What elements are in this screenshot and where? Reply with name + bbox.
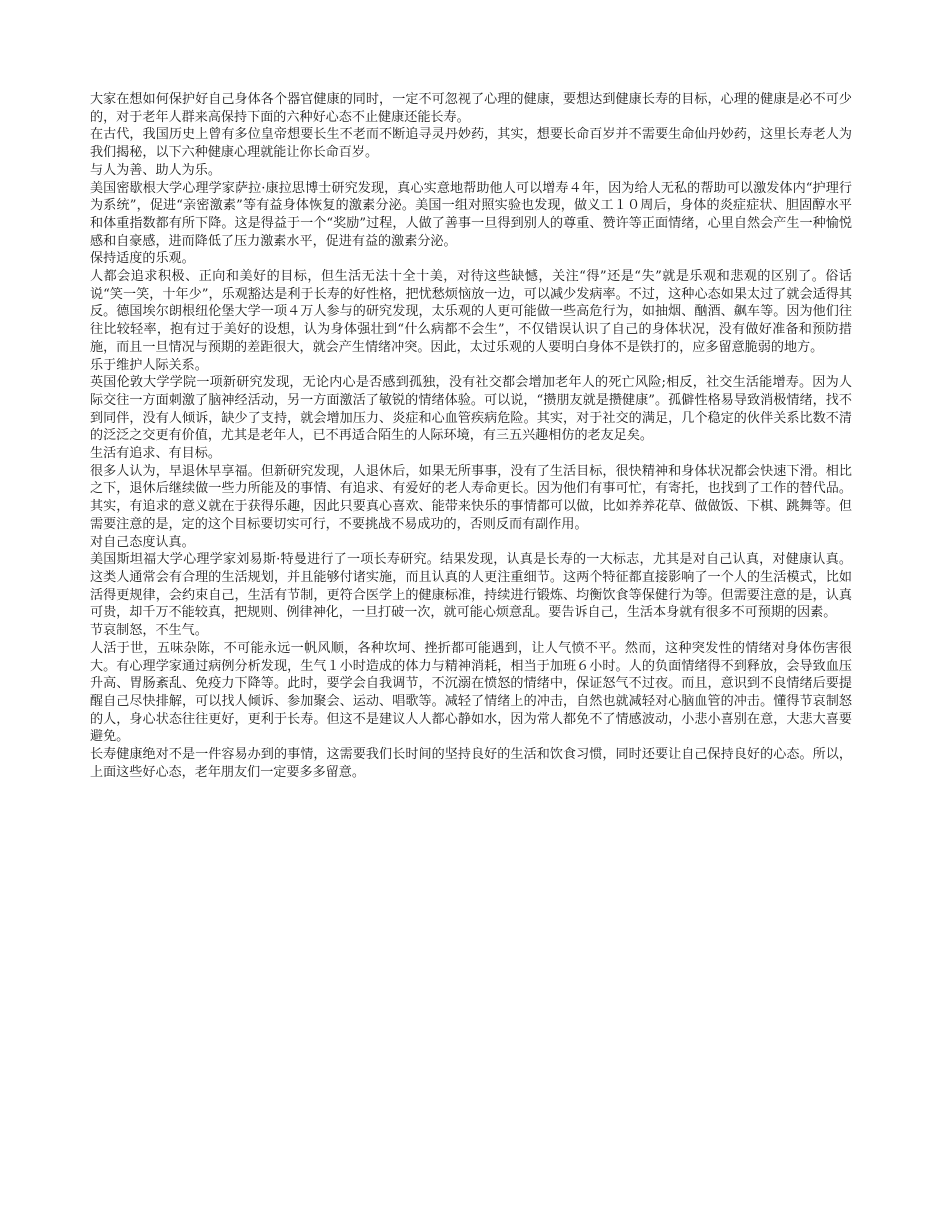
body-paragraph: 很多人认为，早退休早享福。但新研究发现，人退休后，如果无所事事，没有了生活目标，很快精神和身体状况都会快速下滑。相比之下，退休后继续做一些力所能及的事情、有追求、有爱好的老人寿命更长。因为他们有事可忙，有寄托，也找到了工作的替代品。其实，有追求的意义就在于获得乐趣，因此只要真心喜欢、能带来快乐的事情都可以做，比如养养花草、做做饭、下棋、跳舞等。但需要注意的是，定的这个目标要切实可行，不要挑战不易成功的，否则反而有副作用。 (90, 463, 852, 532)
section-heading: 与人为善、助人为乐。 (90, 162, 221, 178)
section-heading: 对自己态度认真。 (90, 534, 195, 550)
section-heading: 保持适度的乐观。 (90, 251, 195, 267)
body-paragraph: 英国伦敦大学学院一项新研究发现，无论内心是否感到孤独，没有社交都会增加老年人的死亡风险;相反，社交生活能增寿。因为人际交往一方面刺激了脑神经活动，另一方面激活了敏锐的情绪体验。可以说，“攒朋友就是攒健康”。孤僻性格易导致消极情绪，找不到同伴，没有人倾诉，缺少了支持，就会增加压力、炎症和心血管疾病危险。其实，对于社交的满足，几个稳定的伙伴关系比数不清的泛泛之交更有价值，尤其是老年人，已不再适合陌生的人际环境，有三五兴趣相仿的老友足矣。 (90, 375, 852, 444)
section-heading: 乐于维护人际关系。 (90, 357, 208, 373)
section-heading: 生活有追求、有目标。 (90, 446, 221, 462)
intro-paragraph: 大家在想如何保护好自己身体各个器官健康的同时，一定不可忽视了心理的健康，要想达到健康长寿的目标，心理的健康是必不可少的，对于老年人群来高保持下面的六种好心态不止健康还能长寿。 (90, 92, 852, 125)
body-paragraph: 美国密歇根大学心理学家萨拉·康拉思博士研究发现，真心实意地帮助他人可以增寿４年，因为给人无私的帮助可以激发体内“护理行为系统”，促进“亲密激素”等有益身体恢复的激素分泌。美国一组对照实验也发现，做义工１０周后，身体的炎症症状、胆固醇水平和体重指数都有所下降。这是得益于一个“奖励”过程，人做了善事一旦得到别人的尊重、赞许等正面情绪，心里自然会产生一种愉悦感和自豪感，进而降低了压力激素水平，促进有益的激素分泌。 (90, 180, 852, 249)
body-paragraph: 人活于世，五味杂陈，不可能永远一帆风顺，各种坎坷、挫折都可能遇到，让人气愤不平。然而，这种突发性的情绪对身体伤害很大。有心理学家通过病例分析发现，生气１小时造成的体力与精神消耗，相当于加班６小时。人的负面情绪得不到释放，会导致血压升高、胃肠紊乱、免疫力下降等。此时，要学会自我调节，不沉溺在愤怒的情绪中，保证怒气不过夜。而且，意识到不良情绪后要提醒自己尽快排解，可以找人倾诉、参加聚会、运动、唱歌等。减轻了情绪上的冲击，自然也就减轻对心脑血管的冲击。懂得节哀制怒的人，身心状态往往更好，更利于长寿。但这不是建议人人都心静如水，因为常人都免不了情感波动，小悲小喜别在意，大悲大喜要避免。 (90, 640, 852, 745)
body-paragraph: 美国斯坦福大学心理学家刘易斯·特曼进行了一项长寿研究。结果发现，认真是长寿的一大标志，尤其是对自己认真，对健康认真。这类人通常会有合理的生活规划，并且能够付诸实施，而且认真的人更注重细节。这两个特征都直接影响了一个人的生活模式，比如活得更规律，会约束自己，生活有节制，更符合医学上的健康标准，持续进行锻炼、均衡饮食等保健行为等。但需要注意的是，认真可贵，却千万不能较真，把规则、例律神化，一旦打破一次，就可能心烦意乱。要告诉自己，生活本身就有很多不可预期的因素。 (90, 552, 852, 621)
body-paragraph: 人都会追求积极、正向和美好的目标，但生活无法十全十美，对待这些缺憾，关注“得”还是“失”就是乐观和悲观的区别了。俗话说“笑一笑，十年少”，乐观豁达是利于长寿的好性格，把忧愁烦恼放一边，可以减少发病率。不过，这种心态如果太过了就会适得其反。德国埃尔朗根纽伦堡大学一项４万人参与的研究发现，太乐观的人更可能做一些高危行为，如抽烟、酗酒、飙车等。因为他们往往比较轻率，抱有过于美好的设想，认为身体强壮到“什么病都不会生”，不仅错误认识了自己的身体状况，没有做好准备和预防措施，而且一旦情况与预期的差距很大，就会产生情绪冲突。因此，太过乐观的人要明白身体不是铁打的，应多留意脆弱的地方。 (90, 269, 852, 355)
intro-paragraph: 在古代，我国历史上曾有多位皇帝想要长生不老而不断追寻灵丹妙药，其实，想要长命百岁并不需要生命仙丹妙药，这里长寿老人为我们揭秘，以下六种健康心理就能让你长命百岁。 (90, 127, 852, 161)
section-heading: 节哀制怒，不生气。 (90, 623, 208, 639)
document-body (90, 91, 852, 781)
conclusion-paragraph: 长寿健康绝对不是一件容易办到的事情，这需要我们长时间的坚持良好的生活和饮食习惯，同时还要让自己保持良好的心态。所以，上面这些好心态，老年朋友们一定要多多留意。 (90, 747, 852, 780)
